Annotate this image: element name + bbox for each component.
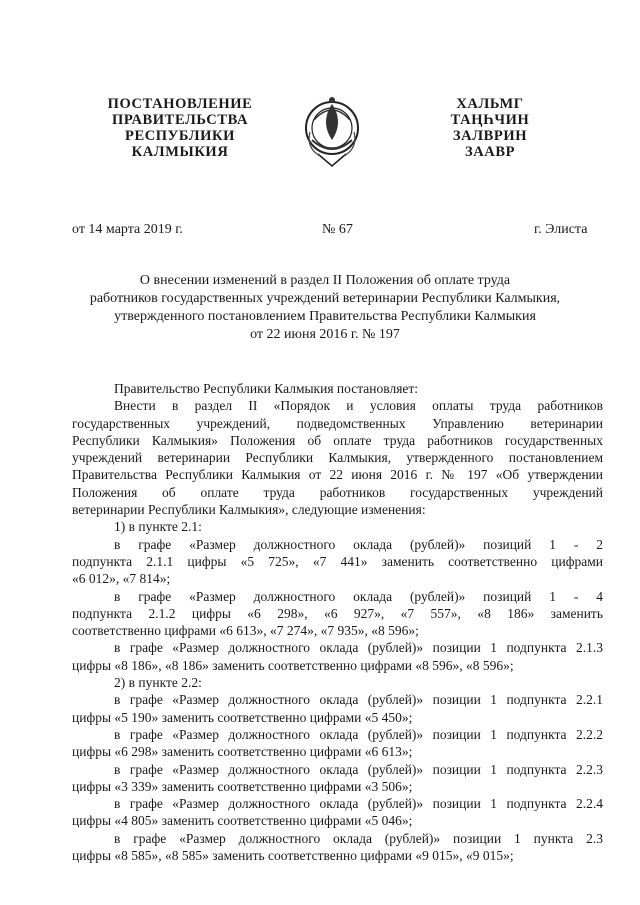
body-line: Правительство Республики Калмыкия постановляет: [114,381,419,396]
header-right-line: ТАҢҺЧИН [450,112,530,128]
header-right-line: ЗААВР [464,144,516,160]
republic-of-kalmykia-emblem-icon [300,92,364,170]
title-line: от 22 июня 2016 г. № 197 [250,327,400,342]
body-line: в графе «Размер должностного оклада (рублей)» позиции 1 подпункта 2.1.3 [114,640,603,656]
body-line: соответственно цифрами «6 613», «7 274», «7 935», «8 596»; [72,623,419,639]
header-right-line: ЗАЛВРИН [452,128,528,144]
body-line: в графе «Размер должностного оклада (рублей)» позиции 1 подпункта 2.2.4 [114,796,603,812]
header-left [85,96,275,160]
body-line: Внести в раздел II «Порядок и условия оплаты труда работников [114,398,603,414]
title-line: О внесении изменений в раздел II Положения об оплате труда [139,273,511,288]
document-number: № 67 [322,222,353,237]
body-line: государственных учреждений, подведомственных Управлению ветеринарии [72,415,603,431]
title-line: утвержденного постановлением Правительства Республики Калмыкия [114,309,536,324]
body-line: в графе «Размер должностного оклада (рублей)» позиций 1 - 4 [114,588,603,604]
body-line: цифры «8 186», «8 186» заменить соответственно цифрами «8 596», «8 596»; [72,657,514,673]
header-right-line: ХАЛЬМГ [456,96,524,112]
body-line: в графе «Размер должностного оклада (рублей)» позиции 1 подпункта 2.2.2 [114,726,603,742]
header-right [430,96,550,160]
header-left-line: РЕСПУБЛИКИ [124,128,236,144]
body-line: цифры «6 298» заменить соответственно цифрами «6 613»; [72,744,413,760]
header-left-line: ПОСТАНОВЛЕНИЕ [107,96,253,112]
body-line: подпункта 2.1.1 цифры «5 725», «7 441» заменить соответственно цифрами [72,553,603,569]
body-line: цифры «5 190» заменить соответственно цифрами «5 450»; [72,709,413,725]
body-line: подпункта 2.1.2 цифры «6 298», «6 927», «7 557», «8 186» заменить [72,605,603,621]
header-left-line: ПРАВИТЕЛЬСТВА [111,112,249,128]
body-line: Правительства Республики Калмыкия от 22 июня 2016 г. № 197 «Об утверждении [72,467,603,483]
body-line: Положения об оплате труда работников государственных учреждений [72,484,603,500]
document-body [72,380,603,864]
body-line: 1) в пункте 2.1: [114,519,202,535]
body-line: 2) в пункте 2.2: [114,675,202,691]
body-line: в графе «Размер должностного оклада (рублей)» позиции 1 подпункта 2.2.1 [114,692,603,708]
title-line: работников государственных учреждений ветеринарии Республики Калмыкия, [89,291,561,306]
body-line: ветеринарии Республики Калмыкия», следующие изменения: [72,502,426,518]
body-line: цифры «8 585», «8 585» заменить соответственно цифрами «9 015», «9 015»; [72,848,514,864]
body-line: цифры «3 339» заменить соответственно цифрами «3 506»; [72,778,413,794]
body-line: Республики Калмыкия» Положения об оплате труда работников государственных [72,432,603,448]
body-line: учреждений ветеринарии Республики Калмыкия, утвержденного постановлением [72,450,603,466]
document-title [60,272,590,344]
header-left-line: КАЛМЫКИЯ [131,144,229,160]
body-line: «6 012», «7 814»; [72,571,171,587]
body-line: в графе «Размер должностного оклада (рублей)» позиции 1 пункта 2.3 [114,830,603,846]
document-city: г. Элиста [534,222,588,237]
body-line: в графе «Размер должностного оклада (рублей)» позиций 1 - 2 [114,536,603,552]
body-line: цифры «4 805» заменить соответственно цифрами «5 046»; [72,813,413,829]
document-date: от 14 марта 2019 г. [72,222,183,237]
body-line: в графе «Размер должностного оклада (рублей)» позиции 1 подпункта 2.2.3 [114,761,603,777]
